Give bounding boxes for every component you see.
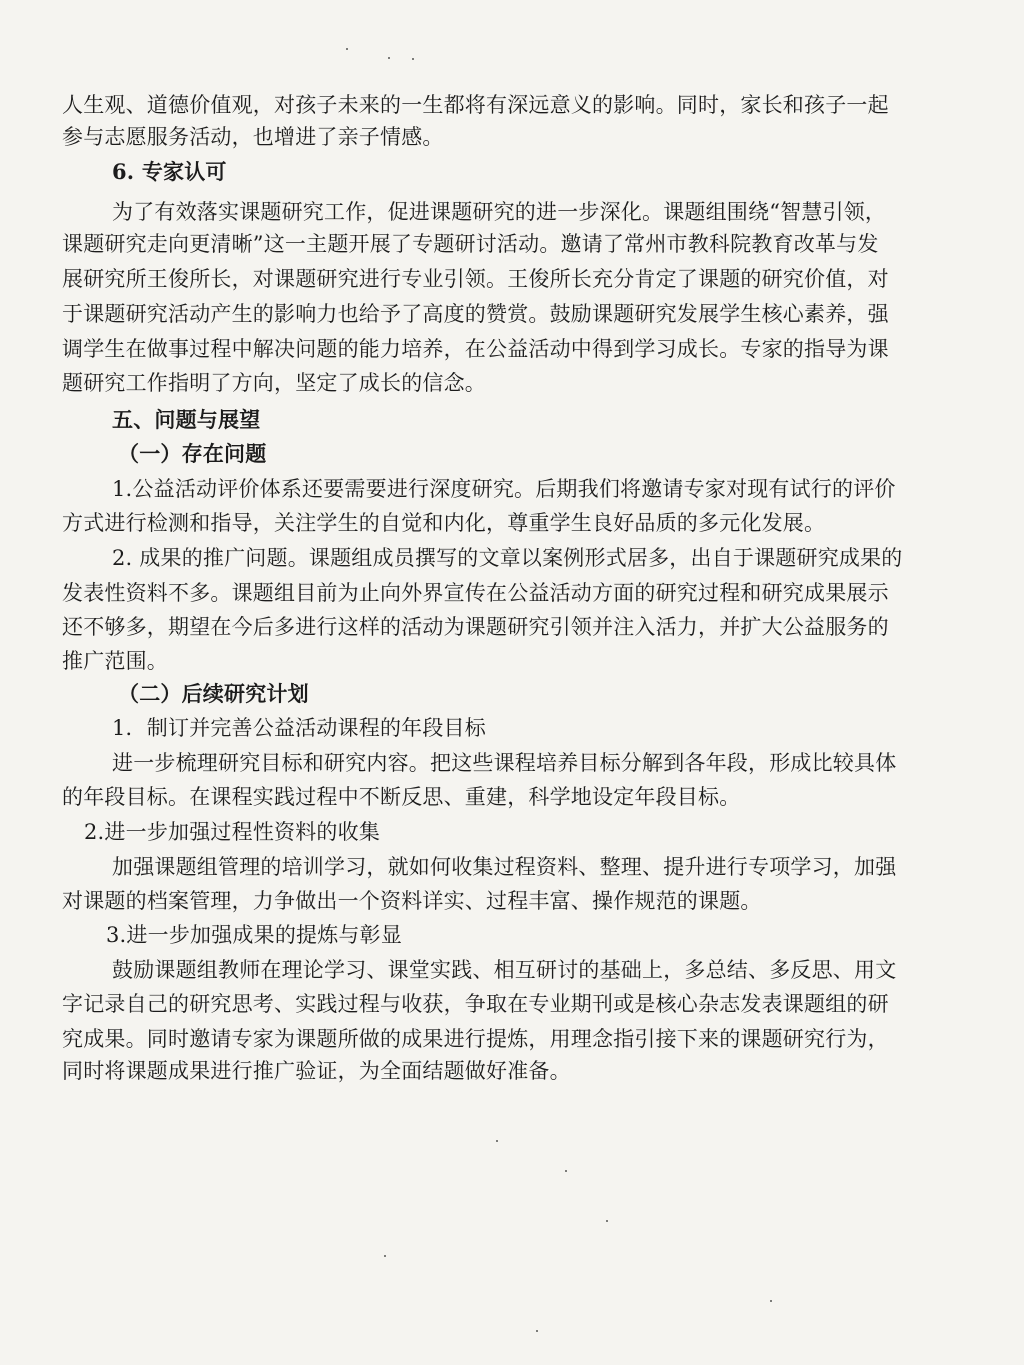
- text-line: 同时将课题成果进行推广验证，为全面结题做好准备。: [62, 1059, 571, 1083]
- text-line: 2. 成果的推广问题。课题组成员撰写的文章以案例形式居多，出自于课题研究成果的: [112, 546, 903, 570]
- scan-speck: [606, 1220, 608, 1222]
- text-line: 进一步梳理研究目标和研究内容。把这些课程培养目标分解到各年段，形成比较具体: [112, 751, 897, 775]
- text-line: 人生观、道德价值观，对孩子未来的一生都将有深远意义的影响。同时，家长和孩子一起: [62, 93, 889, 117]
- text-line: 鼓励课题组教师在理论学习、课堂实践、相互研讨的基础上，多总结、多反思、用文: [112, 958, 897, 982]
- text-line: 展研究所王俊所长，对课题研究进行专业引领。王俊所长充分肯定了课题的研究价值，对: [62, 267, 889, 291]
- text-line: 字记录自己的研究思考、实践过程与收获，争取在专业期刊或是核心杂志发表课题组的研: [62, 992, 889, 1016]
- text-line: 调学生在做事过程中解决问题的能力培养，在公益活动中得到学习成长。专家的指导为课: [62, 337, 889, 361]
- text-line: 对课题的档案管理，力争做出一个资料详实、过程丰富、操作规范的课题。: [62, 889, 762, 913]
- scan-speck: [770, 1300, 772, 1302]
- chapter-heading: 五、问题与展望: [112, 407, 261, 432]
- text-line: 于课题研究活动产生的影响力也给予了高度的赞赏。鼓励课题研究发展学生核心素养，强: [62, 302, 889, 326]
- scan-speck: [388, 57, 390, 59]
- subsection-heading-plan: （二）后续研究计划: [118, 681, 309, 706]
- plan-item-title: 1．制订并完善公益活动课程的年段目标: [112, 716, 486, 740]
- scan-speck: [565, 1170, 567, 1172]
- plan-item-title: 2.进一步加强过程性资料的收集: [84, 820, 381, 844]
- text-line: 参与志愿服务活动，也增进了亲子情感。: [62, 125, 444, 149]
- scan-speck: [384, 1255, 386, 1257]
- scan-speck: [346, 48, 348, 50]
- scan-speck: [412, 58, 414, 60]
- text-line: 1.公益活动评价体系还要需要进行深度研究。后期我们将邀请专家对现有试行的评价: [112, 477, 896, 501]
- subsection-heading-problems: （一）存在问题: [118, 441, 267, 466]
- plan-item-title: 3.进一步加强成果的提炼与彰显: [106, 923, 403, 947]
- text-line: 题研究工作指明了方向，坚定了成长的信念。: [62, 371, 486, 395]
- text-line: 发表性资料不多。课题组目前为止向外界宣传在公益活动方面的研究过程和研究成果展示: [62, 581, 889, 605]
- text-line: 推广范围。: [62, 649, 168, 673]
- text-line: 课题研究走向更清晰”这一主题开展了专题研讨活动。邀请了常州市教科院教育改革与发: [62, 232, 879, 256]
- scan-speck: [536, 1330, 538, 1332]
- text-line: 方式进行检测和指导，关注学生的自觉和内化，尊重学生良好品质的多元化发展。: [62, 511, 826, 535]
- text-line: 究成果。同时邀请专家为课题所做的成果进行提炼，用理念指引接下来的课题研究行为，: [62, 1027, 889, 1051]
- section-heading-expert: 6. 专家认可: [112, 159, 227, 184]
- text-line: 为了有效落实课题研究工作，促进课题研究的进一步深化。课题组围绕“智慧引领，: [112, 200, 887, 224]
- text-line: 加强课题组管理的培训学习，就如何收集过程资料、整理、提升进行专项学习，加强: [112, 855, 897, 879]
- scan-speck: [496, 1140, 498, 1142]
- text-line: 的年段目标。在课程实践过程中不断反思、重建，科学地设定年段目标。: [62, 785, 741, 809]
- text-line: 还不够多，期望在今后多进行这样的活动为课题研究引领并注入活力，并扩大公益服务的: [62, 615, 889, 639]
